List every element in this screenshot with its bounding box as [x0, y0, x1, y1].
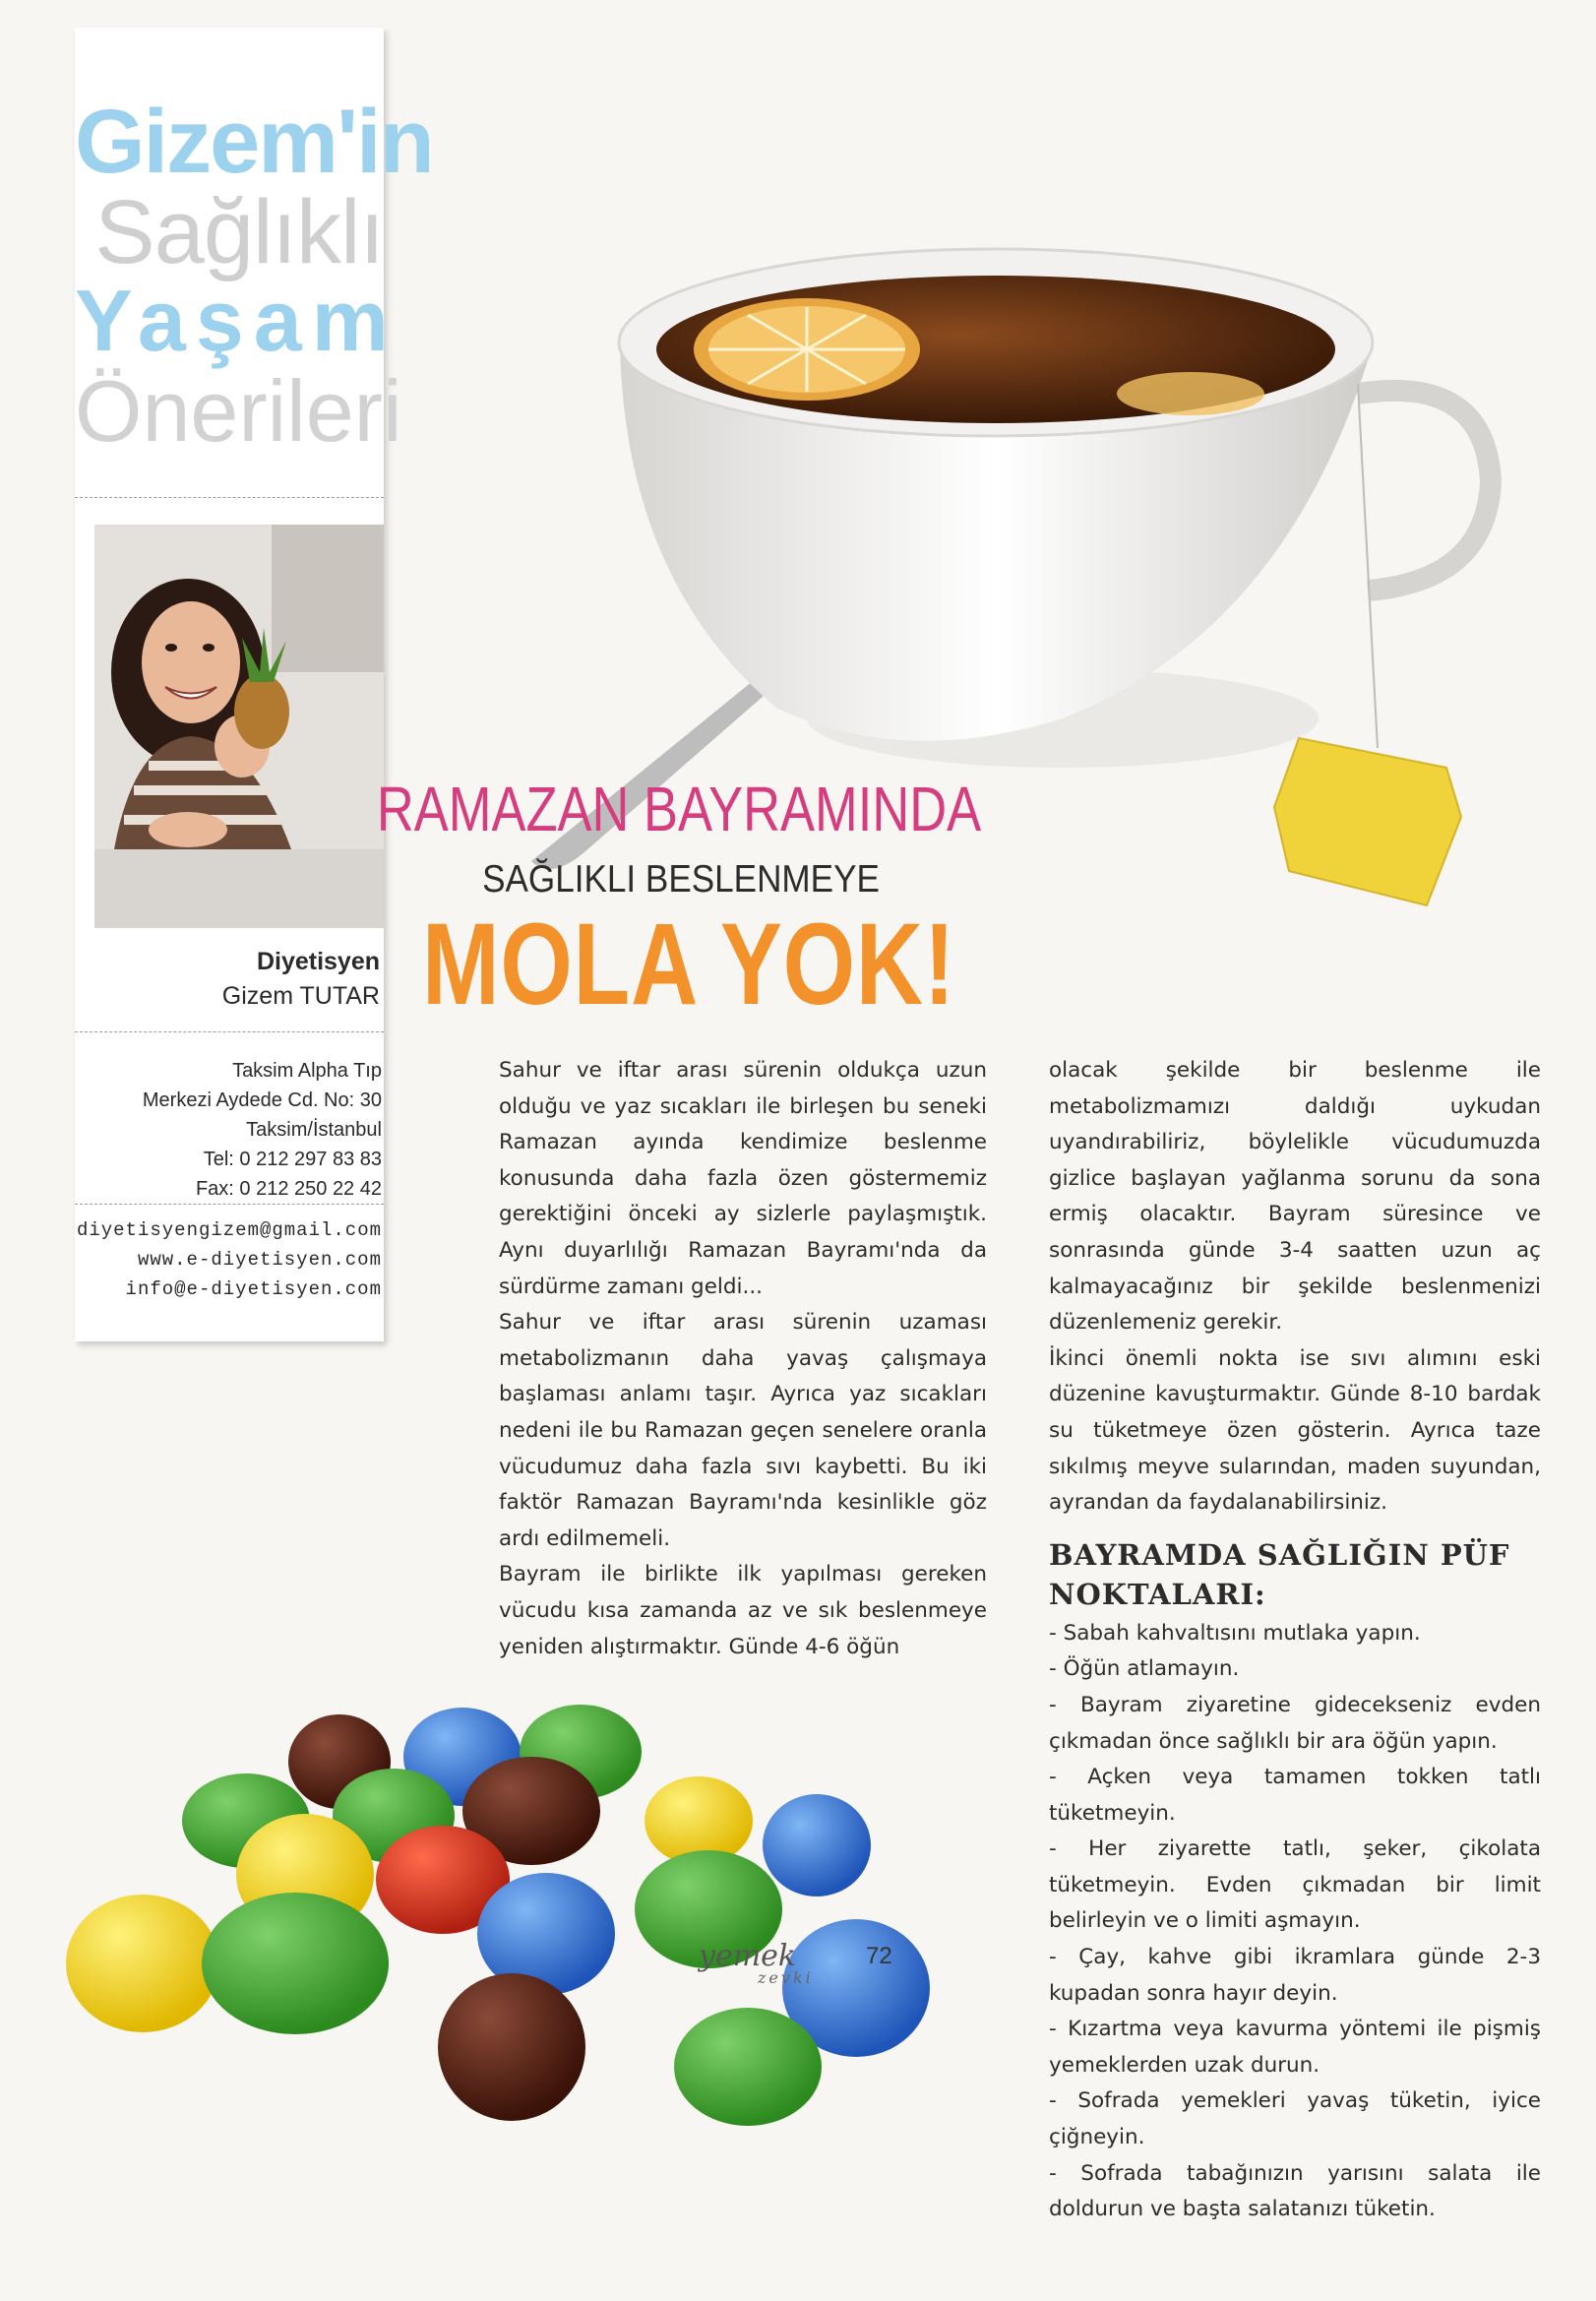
paragraph: Bayram ile birlikte ilk yapılması gereken vücudu kısa zamanda az ve sık beslenmeye yeniden alıştırmaktır. Günde 4-6 öğün [499, 1562, 987, 1659]
address-line: Merkezi Aydede Cd. No: 30 [142, 1089, 382, 1111]
divider [75, 1031, 384, 1032]
tips-heading: BAYRAMDA SAĞLIĞIN PÜF NOKTALARI: [1049, 1537, 1510, 1611]
tip-item: - Çay, kahve gibi ikramlara günde 2-3 kupadan sonra hayır deyin. [1049, 1945, 1541, 2006]
website-link[interactable]: www.e-diyetisyen.com [137, 1249, 382, 1271]
tip-item: - Sabah kahvaltısını mutlaka yapın. [1049, 1620, 1421, 1646]
paragraph: olacak şekilde bir beslenme ile metabolizmamızı daldığı uykudan uyandırabiliriz, böylelikle vücudumuzda gizlice başlayan yağlanma sorunu da sona ermiş olacaktır. Bayram süresince ve sonrasında günde 3-4 saatten uzun aç kalmayacağınız bir şekilde beslenmenizi düzenlemeniz gerekir. [1049, 1058, 1541, 1336]
author-name: Gizem TUTAR [221, 982, 380, 1010]
tip-item: - Her ziyarette tatlı, şeker, çikolata tüketmeyin. Evden çıkmadan bir limit belirleyin ve o limiti aşmayın. [1049, 1836, 1541, 1934]
headline-line3: MOLA YOK! [421, 900, 956, 1029]
headline-line1: RAMAZAN BAYRAMINDA [376, 774, 982, 844]
tip-item: - Açken veya tamamen tokken tatlı tüketmeyin. [1049, 1765, 1541, 1826]
author-contact [75, 1215, 382, 1304]
tip-item: - Sofrada yemekleri yavaş tüketin, iyice çiğneyin. [1049, 2088, 1541, 2150]
author-address [75, 1056, 382, 1204]
tip-item: - Kızartma veya kavurma yöntemi ile pişmiş yemeklerden uzak durun. [1049, 2017, 1541, 2078]
paragraph: İkinci önemli nokta ise sıvı alımını eski düzenine kavuşturmaktır. Günde 8-10 bardak su tüketmeye özen gösterin. Ayrıca taze sıkılmış meyve sularından, maden suyundan, ayrandan da faydalanabilirsiniz. [1049, 1345, 1541, 1516]
email-link[interactable]: info@e-diyetisyen.com [125, 1278, 382, 1300]
column-title-line2: Sağlıklı [94, 182, 384, 282]
divider [75, 497, 384, 498]
column-title-line3: Yaşam [75, 272, 399, 369]
article-column-right [1049, 1053, 1541, 2228]
divider [75, 1204, 384, 1205]
email-link[interactable]: diyetisyengizem@gmail.com [76, 1219, 382, 1241]
author-role: Diyetisyen [256, 948, 380, 975]
tip-item: - Bayram ziyaretine gidecekseniz evden çıkmadan önce sağlıklı bir ara öğün yapın. [1049, 1692, 1541, 1754]
column-title [75, 92, 433, 460]
address-line: Taksim Alpha Tıp [232, 1060, 382, 1082]
author-sidebar [75, 28, 433, 1341]
magazine-logo: yemek [699, 1939, 797, 1973]
candies-illustration [69, 1698, 954, 2160]
tip-item: - Öğün atlamayın. [1049, 1656, 1240, 1682]
tip-item: - Sofrada tabağınızın yarısını salata ile doldurun ve başta salatanızı tüketin. [1049, 2160, 1541, 2222]
page-footer [699, 1939, 954, 2027]
author-photo [94, 525, 384, 928]
phone-number: Tel: 0 212 297 83 83 [203, 1149, 382, 1170]
fax-number: Fax: 0 212 250 22 42 [195, 1178, 382, 1200]
headline-line2: SAĞLIKLI BESLENMEYE [482, 858, 880, 901]
column-title-line1: Gizem'in [75, 92, 433, 192]
article-column-left [499, 1053, 987, 1665]
address-line: Taksim/İstanbul [246, 1119, 382, 1141]
paragraph: Sahur ve iftar arası sürenin uzaması metabolizmanın daha yavaş çalışmaya başlaması anlamı taşır. Ayrıca yaz sıcakları nedeni ile bu Ramazan geçen senelere oranla vücudumuz daha fazla sıvı kaybetti. Bu iki faktör Ramazan Bayramı'nda kesinlikle göz ardı edilmemeli. [499, 1310, 987, 1551]
column-title-line4: Önerileri [75, 362, 402, 460]
paragraph: Sahur ve iftar arası sürenin oldukça uzun olduğu ve yaz sıcakları ile birleşen bu seneki Ramazan ayında kendimize beslenme konusunda daha fazla özen göstermemiz gerektiğini önceki ay sizlerle paylaşmıştık. Aynı duyarlılığı Ramazan Bayramı'nda da sürdürme zamanı geldi... [499, 1058, 987, 1299]
page-number: 72 [866, 1943, 892, 1969]
magazine-logo-sub: zevki [758, 1968, 814, 1987]
